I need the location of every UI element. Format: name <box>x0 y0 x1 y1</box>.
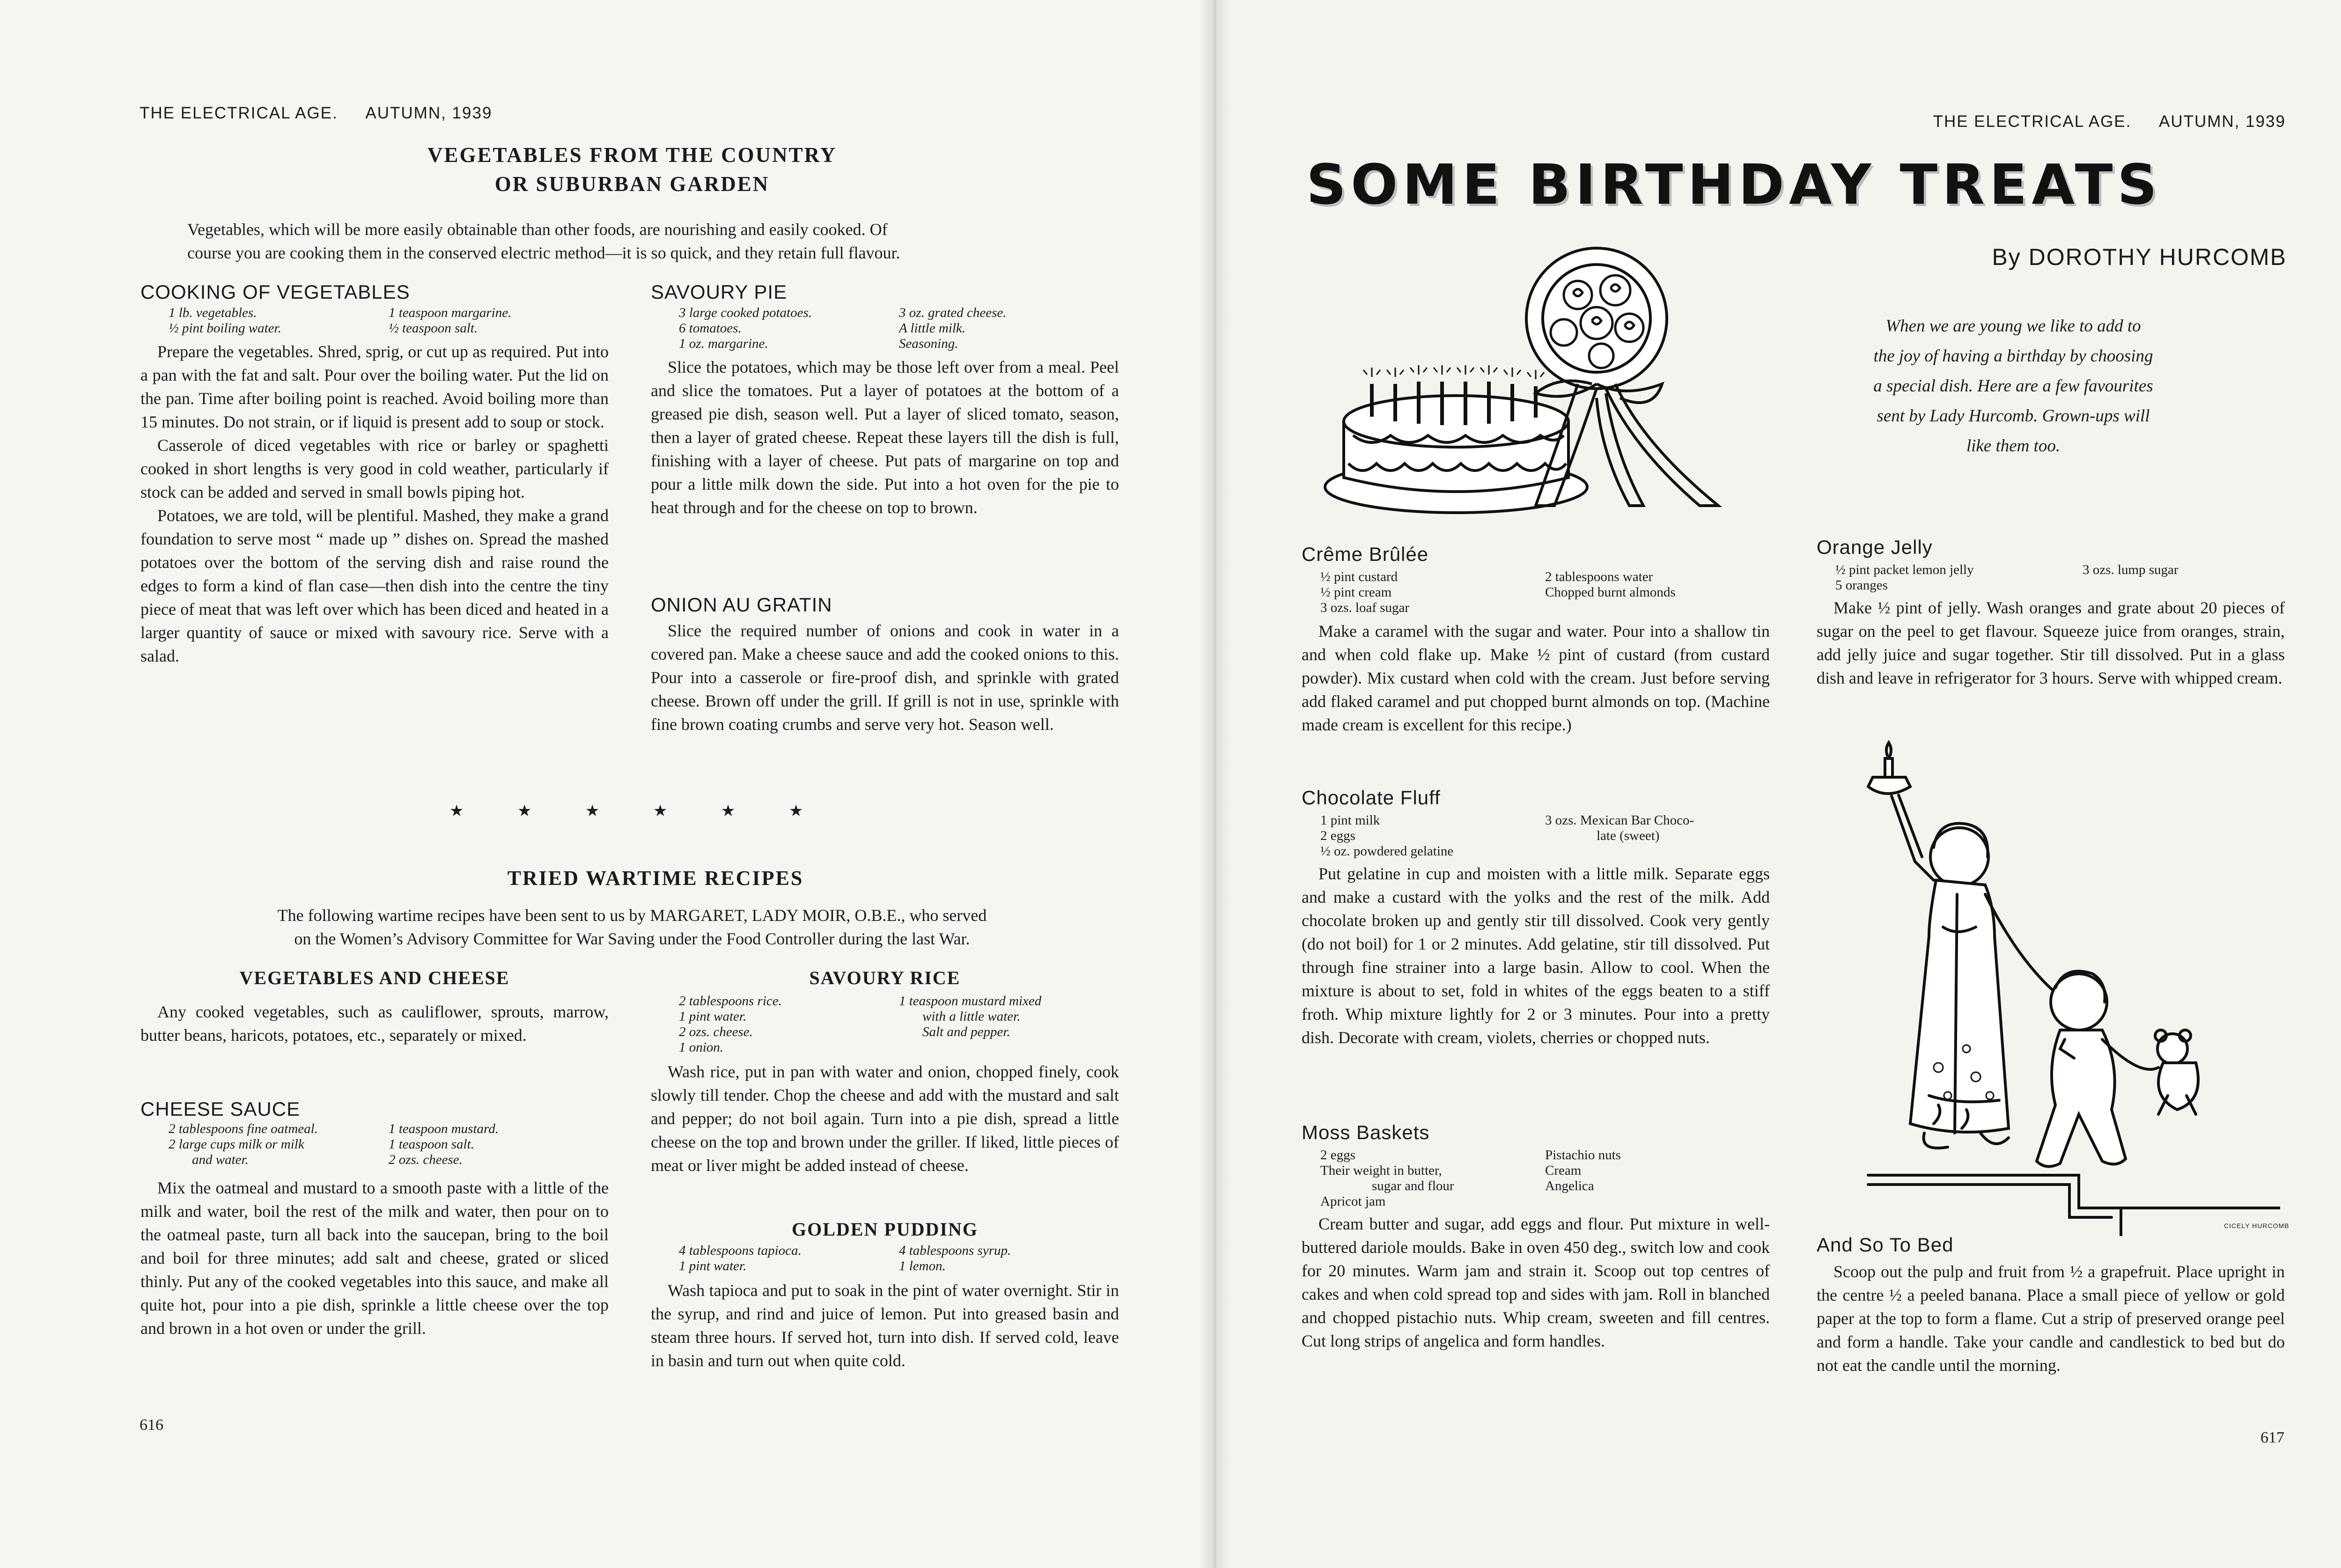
byline: By DOROTHY HURCOMB <box>1992 244 2287 270</box>
paragraph: Make ½ pint of jelly. Wash oranges and grate about 20 pieces of sugar on the peel to get flavour. Squeeze juice from oranges, strain, add jelly juice and sugar together. Stir till dissolved. Put in a glass dish and leave in refrigerator for 3 hours. Serve with whipped cream. <box>1817 598 2285 687</box>
illustration-credit: CICELY HURCOMB <box>2224 1222 2289 1229</box>
ingredient: 2 large cups milk or milk <box>169 1137 304 1152</box>
ingredient: 1 lemon. <box>899 1259 946 1274</box>
ingredient: 1 teaspoon mustard. <box>389 1121 499 1136</box>
intro-line: When we are young we like to add to <box>1885 317 2141 336</box>
ingredient: 6 tomatoes. <box>679 321 742 336</box>
right-page <box>1213 0 2341 1568</box>
golden-pudding-ingredients <box>679 1243 1119 1274</box>
savoury-rice-section <box>651 967 1119 1177</box>
ingredient: ½ pint packet lemon jelly <box>1835 562 1974 577</box>
ingredient: Cream <box>1545 1163 1582 1178</box>
ingredient: 2 ozs. cheese. <box>389 1152 463 1167</box>
paragraph: Make a caramel with the sugar and water. Pour into a shallow tin and when cold flake up. Make ½ pint of custard (from custard powder). Mix custard when cold with the cream. Just before serving add flaked caramel and put chopped burnt almonds on top. (Machine made cream is excellent for this recipe.) <box>1302 622 1770 734</box>
intro-text <box>1807 311 2219 461</box>
ingredient: 2 tablespoons fine oatmeal. <box>169 1121 318 1136</box>
creme-section <box>1302 543 1770 736</box>
intro-line: a special dish. Here are a few favourites <box>1873 376 2153 396</box>
onion-heading: ONION AU GRATIN <box>651 594 832 616</box>
ingredient: 1 oz. margarine. <box>679 336 768 351</box>
intro-line1: Vegetables, which will be more easily obtainable than other foods, are nourishing and easily cooked. Of <box>187 220 888 239</box>
moss-text <box>1302 1212 1770 1353</box>
ingredient: 4 tablespoons syrup. <box>899 1243 1011 1258</box>
cooking-section <box>140 281 609 668</box>
ingredient: 4 tablespoons tapioca. <box>679 1243 802 1258</box>
children-candle-illustration <box>1859 740 2280 1236</box>
onion-text <box>651 619 1119 736</box>
paragraph: Wash rice, put in pan with water and onion, chopped finely, cook slowly till tender. Chop the cheese and add with the mustard and salt and pepper; do not boil again. Turn into a pie dish, spread a little cheese on the top and brown under the griller. If liked, little pieces of meat or liver might be added instead of cheese. <box>651 1062 1119 1175</box>
orange-heading: Orange Jelly <box>1817 536 1933 558</box>
fluff-section <box>1302 787 1770 1049</box>
ingredient: Salt and pepper. <box>922 1024 1010 1039</box>
title-line1: VEGETABLES FROM THE COUNTRY <box>427 143 837 167</box>
bed-section <box>1817 1234 2285 1377</box>
ingredient <box>1545 844 1770 859</box>
ingredient: Chopped burnt almonds <box>1545 585 1676 600</box>
ingredient: ½ teaspoon salt. <box>389 321 478 336</box>
ingredient: Angelica <box>1545 1178 1594 1193</box>
creme-text <box>1302 619 1770 736</box>
golden-pudding-section <box>651 1218 1119 1372</box>
ingredient: 2 ozs. cheese. <box>679 1024 753 1039</box>
ingredient: 1 pint milk <box>1320 813 1380 828</box>
birthday-cake-illustration <box>1316 243 1784 524</box>
tried-intro-line2: on the Women’s Advisory Committee for War Saving under the Food Controller during the last War. <box>294 929 970 948</box>
ingredient: Pistachio nuts <box>1545 1148 1621 1163</box>
ingredient: 3 large cooked potatoes. <box>679 305 812 320</box>
golden-pudding-heading: GOLDEN PUDDING <box>791 1219 979 1240</box>
running-head-title: THE ELECTRICAL AGE. <box>140 104 338 122</box>
page-number-right: 617 <box>2260 1429 2284 1446</box>
paragraph: Scoop out the pulp and fruit from ½ a grapefruit. Place upright in the centre ½ a peeled banana. Place a small piece of yellow or gold paper at the top to form a flame. Cut a strip of preserved orange peel and form a handle. Take your candle and candlestick to bed but do not eat the candle until the morning. <box>1817 1262 2285 1375</box>
cheese-sauce-text <box>140 1176 609 1340</box>
fluff-text <box>1302 862 1770 1049</box>
ingredient <box>2083 578 2285 593</box>
paragraph: Slice the required number of onions and cook in water in a covered pan. Make a cheese sauce and add the cooked onions to this. Pour into a casserole or fire-proof dish, and sprinkle with grated cheese. Brown off under the grill. If grill is not in use, sprinkle with fine brown coating crumbs and serve very hot. Season well. <box>651 621 1119 734</box>
ingredient: A little milk. <box>899 321 966 336</box>
ingredient: 3 ozs. Mexican Bar Choco- <box>1545 813 1694 828</box>
left-running-head <box>140 104 492 123</box>
ingredient: ½ pint cream <box>1320 585 1392 600</box>
ingredient: 2 eggs <box>1320 828 1355 843</box>
savoury-pie-heading: SAVOURY PIE <box>651 281 788 303</box>
ingredient <box>1545 1194 1770 1209</box>
ingredient <box>899 1040 1119 1055</box>
ingredient: with a little water. <box>922 1009 1021 1024</box>
ingredient: ½ pint custard <box>1320 569 1398 584</box>
ingredient: 2 tablespoons rice. <box>679 994 782 1009</box>
paragraph: Wash tapioca and put to soak in the pint of water overnight. Stir in the syrup, and rind and juice of lemon. Put into greased basin and steam three hours. If served hot, turn into dish. If served cold, leave in basin and turn out when quite cold. <box>651 1281 1119 1370</box>
paragraph: Casserole of diced vegetables with rice or barley or spaghetti cooked in short lengths is very good in cold weather, particularly if stock can be added and served in small bowls piping hot. <box>140 436 609 501</box>
title-line2: OR SUBURBAN GARDEN <box>494 172 770 196</box>
ingredient: 3 ozs. lump sugar <box>2083 562 2179 577</box>
ingredient: 1 pint water. <box>679 1259 747 1274</box>
ingredient: 1 onion. <box>679 1040 724 1055</box>
creme-ingredients <box>1320 569 1770 616</box>
running-head-title: THE ELECTRICAL AGE. <box>1933 112 2132 131</box>
paragraph: Potatoes, we are told, will be plentiful. Mashed, they make a grand foundation to serve most “ made up ” dishes on. Spread the mashed potatoes over the bottom of the serving dish and raise round the edges to form a kind of flan case—then dish into the centre the tiny piece of meat that was left over which has been diced and heated in a larger quantity of sauce or mixed with savoury rice. Serve with a salad. <box>140 506 609 665</box>
page-number-left: 616 <box>140 1416 163 1434</box>
veg-cheese-heading: VEGETABLES AND CHEESE <box>239 967 510 988</box>
running-head-season: AUTUMN, 1939 <box>2158 112 2286 131</box>
cheese-sauce-section <box>140 1098 609 1340</box>
tried-intro-line1: The following wartime recipes have been sent to us by MARGARET, LADY MOIR, O.B.E., who served <box>277 906 987 925</box>
ingredient: 1 teaspoon margarine. <box>389 305 512 320</box>
star-divider: ★ ★ ★ ★ ★ ★ <box>449 802 803 820</box>
ingredient: 3 ozs. loaf sugar <box>1320 600 1410 615</box>
intro-line2: course you are cooking them in the conserved electric method—it is so quick, and they retain full flavour. <box>187 243 900 262</box>
orange-ingredients <box>1835 562 2285 593</box>
running-head-season: AUTUMN, 1939 <box>365 104 493 122</box>
veg-cheese-section <box>140 967 609 1047</box>
ingredient <box>1545 600 1770 616</box>
golden-pudding-text <box>651 1279 1119 1372</box>
ingredient: 1 lb. vegetables. <box>169 305 257 320</box>
fluff-heading: Chocolate Fluff <box>1302 787 1441 809</box>
paragraph: Any cooked vegetables, such as cauliflower, sprouts, marrow, butter beans, haricots, potatoes, etc., separately or mixed. <box>140 1002 609 1045</box>
ingredient: ½ oz. powdered gelatine <box>1320 844 1454 859</box>
vegetables-intro <box>187 218 1077 265</box>
bed-text <box>1817 1260 2285 1377</box>
orange-section <box>1817 536 2285 690</box>
savoury-rice-ingredients <box>679 994 1119 1055</box>
savoury-rice-text <box>651 1060 1119 1177</box>
ingredient: Their weight in butter, <box>1320 1163 1442 1178</box>
savoury-pie-ingredients <box>679 305 1119 352</box>
moss-section <box>1302 1121 1770 1353</box>
paragraph: Prepare the vegetables. Shred, sprig, or cut up as required. Put into a pan with the fat and salt. Pour over the boiling water. Put the lid on the pan. Time after boiling point is reached. Avoid boiling more than 15 minutes. Do not strain, or if liquid is present add to soup or stock. <box>140 342 609 431</box>
fluff-ingredients <box>1320 813 1770 859</box>
cooking-text <box>140 340 609 668</box>
intro-line: the joy of having a birthday by choosing <box>1873 346 2153 366</box>
paragraph: Cream butter and sugar, add eggs and flour. Put mixture in well-buttered dariole moulds. Bake in oven 450 deg., switch low and cook for 20 minutes. Warm jam and strain it. Scoop out top centres of cakes and when cold spread top and sides with jam. Roll in blanched and chopped pistachio nuts. Whip cream, sweeten and fill centres. Cut long strips of angelica and form handles. <box>1302 1215 1770 1350</box>
ingredient: 1 teaspoon salt. <box>389 1137 474 1152</box>
ingredient: and water. <box>192 1152 249 1167</box>
cooking-heading: COOKING OF VEGETABLES <box>140 281 410 303</box>
moss-heading: Moss Baskets <box>1302 1121 1430 1143</box>
ingredient: ½ pint boiling water. <box>169 321 281 336</box>
ingredient: Seasoning. <box>899 336 958 351</box>
ingredient: 2 eggs <box>1320 1148 1355 1163</box>
tried-intro <box>187 904 1077 950</box>
cooking-ingredients <box>169 305 609 336</box>
right-running-head <box>1933 112 2286 131</box>
veg-cheese-text <box>140 1000 609 1047</box>
ingredient: sugar and flour <box>1372 1178 1454 1193</box>
cheese-sauce-ingredients <box>169 1121 609 1168</box>
savoury-pie-section <box>651 281 1119 519</box>
ingredient: 5 oranges <box>1835 578 1888 593</box>
ingredient: 2 tablespoons water <box>1545 569 1653 584</box>
book-gutter <box>1199 0 1231 1568</box>
ingredient: 3 oz. grated cheese. <box>899 305 1007 320</box>
moss-ingredients <box>1320 1148 1770 1209</box>
ingredient: 1 pint water. <box>679 1009 747 1024</box>
paragraph: Slice the potatoes, which may be those left over from a meal. Peel and slice the tomatoes. Put a layer of potatoes at the bottom of a greased pie dish, season well. Put a layer of sliced tomato, season, then a layer of grated cheese. Repeat these layers till the dish is full, finishing with a layer of cheese. Put pats of margarine on top and pour a little milk down the side. Put into a hot oven for the pie to heat through and for the cheese on top to brown. <box>651 358 1119 517</box>
ingredient: late (sweet) <box>1597 828 1660 843</box>
creme-heading: Crême Brûlée <box>1302 543 1429 565</box>
vegetables-title <box>140 140 1124 199</box>
birthday-title: SOME BIRTHDAY TREATS <box>1306 152 2162 217</box>
cheese-sauce-heading: CHEESE SAUCE <box>140 1098 301 1120</box>
tried-title: TRIED WARTIME RECIPES <box>507 867 804 890</box>
paragraph: Put gelatine in cup and moisten with a little milk. Separate eggs and make a custard with the yolks and the rest of the milk. Add chocolate broken up and gently stir till dissolved. Cook very gently (do not boil) for 1 or 2 minutes. Add gelatine, stir till dissolved. Put through fine strainer into a large basin. Allow to cool. When the mixture is about to set, fold in whites of the eggs beaten to a stiff froth. Whip mixture lightly for 2 or 3 minutes. Pour into a pretty dish. Decorate with cream, violets, cherries or chopped nuts. <box>1302 864 1770 1047</box>
intro-line: sent by Lady Hurcomb. Grown-ups will <box>1877 406 2150 426</box>
intro-line: like them too. <box>1966 436 2061 456</box>
bed-heading: And So To Bed <box>1817 1234 1954 1256</box>
ingredient: Apricot jam <box>1320 1194 1386 1209</box>
savoury-rice-heading: SAVOURY RICE <box>809 967 961 988</box>
savoury-pie-text <box>651 355 1119 519</box>
paragraph: Mix the oatmeal and mustard to a smooth paste with a little of the milk and water, boil the rest of the milk and water, then pour on to the oatmeal paste, turn all back into the saucepan, bring to the boil and boil for three minutes; add salt and cheese, grated or sliced thinly. Put any of the cooked vegetables into this sauce, and make all quite hot, pour into a pie dish, sprinkle a little cheese over the top and brown in a hot oven or under the grill. <box>140 1178 609 1338</box>
ingredient: 1 teaspoon mustard mixed <box>899 994 1042 1009</box>
orange-text <box>1817 596 2285 690</box>
onion-section <box>651 594 1119 736</box>
